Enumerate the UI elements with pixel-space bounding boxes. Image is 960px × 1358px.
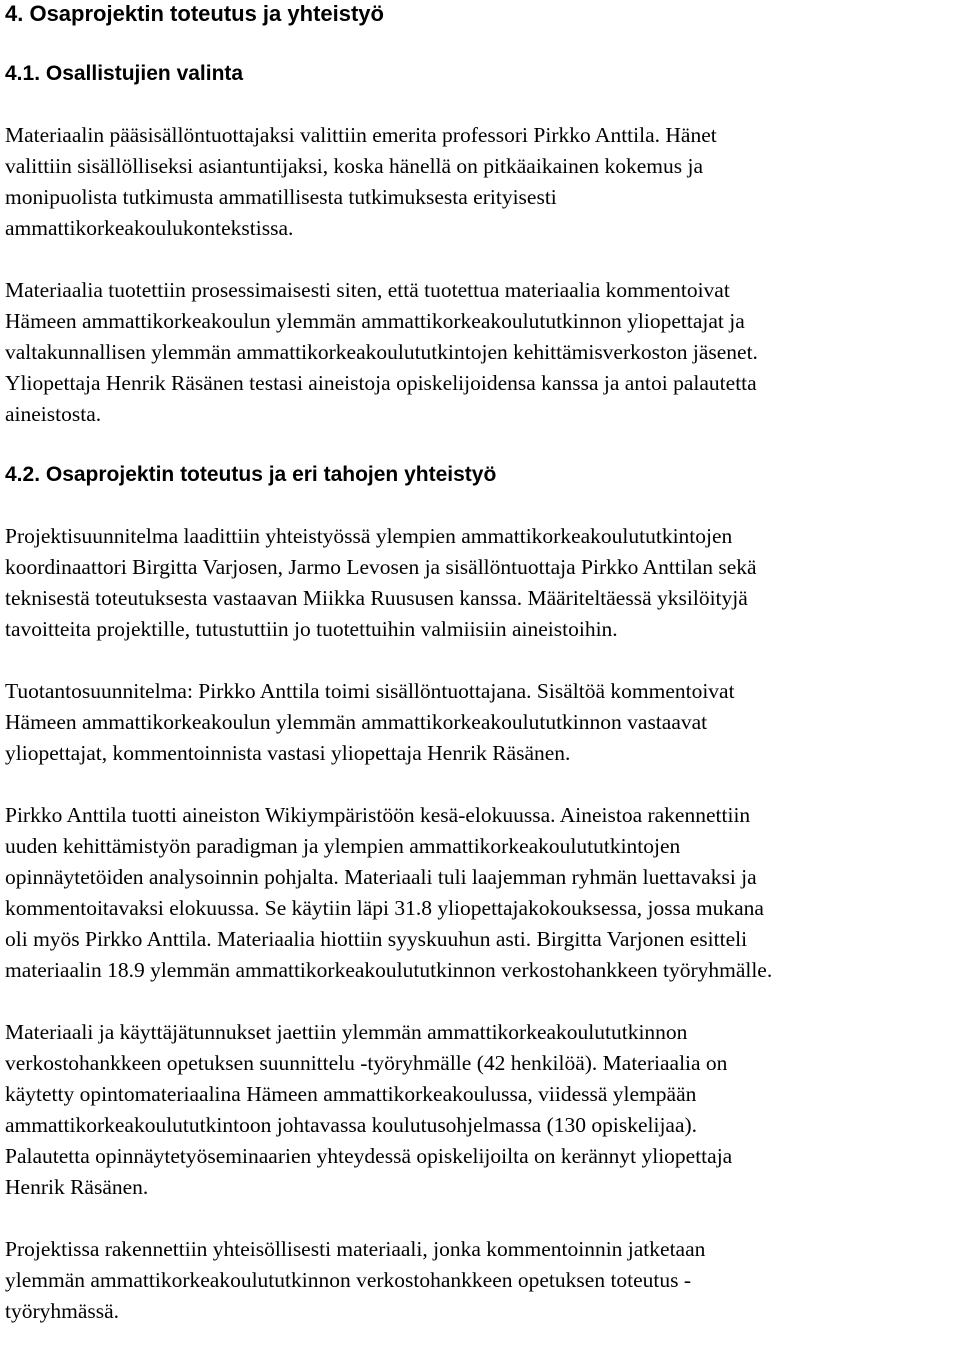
- subsection-title-osallistujien-valinta: 4.1. Osallistujien valinta: [5, 62, 244, 85]
- text-line: aineistosta.: [5, 402, 102, 426]
- text-line: kommentoitavaksi elokuussa. Se käytiin läpi 31.8 yliopettajakokouksessa, jossa mukana: [5, 896, 764, 920]
- text-line: Henrik Räsänen.: [5, 1175, 149, 1199]
- text-line: Yliopettaja Henrik Räsänen testasi aineistoja opiskelijoidensa kanssa ja antoi palautetta: [5, 371, 757, 395]
- paragraph: [5, 800, 955, 986]
- text-line: Materiaalia tuotettiin prosessimaisesti siten, että tuotettua materiaalia kommentoivat: [5, 278, 730, 302]
- text-line: Projektissa rakennettiin yhteisöllisesti materiaali, jonka kommentoinnin jatketaan: [5, 1237, 706, 1261]
- text-line: Projektisuunnitelma laadittiin yhteistyössä ylempien ammattikorkeakoulututkintojen: [5, 524, 733, 548]
- paragraph: [5, 521, 955, 645]
- text-line: tavoitteita projektille, tutustuttiin jo tuotettuihin valmiisiin aineistoihin.: [5, 617, 618, 641]
- text-line: käytetty opintomateriaalina Hämeen ammattikorkeakoulussa, viidessä ylempään: [5, 1082, 697, 1106]
- paragraph: [5, 275, 955, 430]
- text-line: Tuotantosuunnitelma: Pirkko Anttila toimi sisällöntuottajana. Sisältöä kommentoivat: [5, 679, 735, 703]
- text-line: työryhmässä.: [5, 1299, 120, 1323]
- text-line: Hämeen ammattikorkeakoulun ylemmän ammattikorkeakoulututkinnon yliopettajat ja: [5, 309, 745, 333]
- text-line: Materiaali ja käyttäjätunnukset jaettiin ylemmän ammattikorkeakoulututkinnon: [5, 1020, 688, 1044]
- text-line: verkostohankkeen opetuksen suunnittelu -työryhmälle (42 henkilöä). Materiaalia on: [5, 1051, 728, 1075]
- text-line: valittiin sisällölliseksi asiantuntijaksi, koska hänellä on pitkäaikainen kokemus ja: [5, 154, 704, 178]
- document-page: [5, 0, 955, 1358]
- text-line: ylemmän ammattikorkeakoulututkinnon verkostohankkeen opetuksen toteutus -: [5, 1268, 692, 1292]
- paragraph: [5, 1234, 955, 1327]
- paragraph: [5, 120, 955, 244]
- text-line: valtakunnallisen ylemmän ammattikorkeakoulututkintojen kehittämisverkoston jäsenet.: [5, 340, 758, 364]
- text-line: ammattikorkeakoulututkintoon johtavassa koulutusohjelmassa (130 opiskelijaa).: [5, 1113, 698, 1137]
- text-line: materiaalin 18.9 ylemmän ammattikorkeakoulututkinnon verkostohankkeen työryhmälle.: [5, 958, 773, 982]
- text-line: koordinaattori Birgitta Varjosen, Jarmo Levosen ja sisällöntuottaja Pirkko Anttilan sekä: [5, 555, 757, 579]
- text-line: Hämeen ammattikorkeakoulun ylemmän ammattikorkeakoulututkinnon vastaavat: [5, 710, 708, 734]
- text-line: oli myös Pirkko Anttila. Materiaalia hiottiin syyskuuhun asti. Birgitta Varjonen esitteli: [5, 927, 748, 951]
- text-line: uuden kehittämistyön paradigman ja ylempien ammattikorkeakoulututkintojen: [5, 834, 681, 858]
- text-line: opinnäytetöiden analysoinnin pohjalta. Materiaali tuli laajemman ryhmän luettavaksi ja: [5, 865, 757, 889]
- section-title: 4. Osaprojektin toteutus ja yhteistyö: [5, 1, 384, 26]
- text-line: Pirkko Anttila tuotti aineiston Wikiympäristöön kesä-elokuussa. Aineistoa rakennettiin: [5, 803, 751, 827]
- text-line: teknisestä toteutuksesta vastaavan Miikka Ruususen kanssa. Määriteltäessä yksilöityjä: [5, 586, 748, 610]
- paragraph: [5, 1017, 955, 1203]
- text-line: ammattikorkeakoulukontekstissa.: [5, 216, 294, 240]
- subsection-title-toteutus-ja-yhteistyo: 4.2. Osaprojektin toteutus ja eri tahojen yhteistyö: [5, 463, 497, 486]
- text-line: Palautetta opinnäytetyöseminaarien yhteydessä opiskelijoilta on kerännyt yliopettaja: [5, 1144, 733, 1168]
- text-line: yliopettajat, kommentoinnista vastasi yliopettaja Henrik Räsänen.: [5, 741, 571, 765]
- text-line: Materiaalin pääsisällöntuottajaksi valittiin emerita professori Pirkko Anttila. Hänet: [5, 123, 717, 147]
- text-line: monipuolista tutkimusta ammatillisesta tutkimuksesta erityisesti: [5, 185, 557, 209]
- paragraph: [5, 676, 955, 769]
